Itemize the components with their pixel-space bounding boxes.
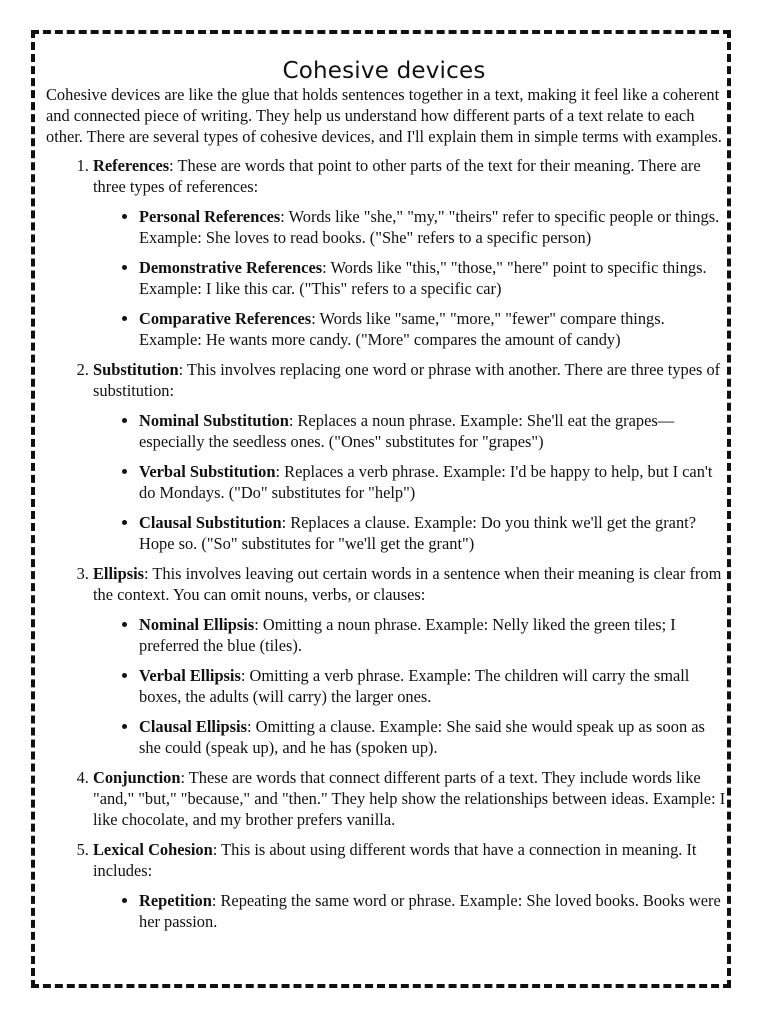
- item-text: : Words like "same," "more," "fewer" compare things. Example: He wants more candy. ("More" compares the amount of candy): [139, 309, 665, 349]
- section-text: : This is about using different words that have a connection in meaning. It includes:: [93, 840, 697, 880]
- section-term: Lexical Cohesion: [93, 840, 213, 859]
- item-term: Repetition: [139, 891, 212, 910]
- section-substitution: [93, 359, 726, 554]
- item-term: Personal References: [139, 207, 281, 226]
- cohesive-device-list: [46, 155, 726, 932]
- list-item: [139, 890, 726, 932]
- item-term: Nominal Substitution: [139, 411, 289, 430]
- item-term: Clausal Ellipsis: [139, 717, 247, 736]
- section-lexical-cohesion: [93, 839, 726, 932]
- item-text: : Omitting a clause. Example: She said she would speak up as soon as she could (speak up), and he has (spoken up).: [139, 717, 705, 757]
- list-item: [139, 308, 726, 350]
- item-term: Demonstrative References: [139, 258, 323, 277]
- item-text: : Replaces a verb phrase. Example: I'd be happy to help, but I can't do Mondays. ("Do" substitutes for "help"): [139, 462, 713, 502]
- section-text: : These are words that connect different parts of a text. They include words like "and," "but," "because," and "then." They help show the relationships between ideas. Example: I like chocolate, and my brother prefers vanilla.: [93, 768, 726, 829]
- section-term: Conjunction: [93, 768, 181, 787]
- document-body: [46, 84, 726, 932]
- item-term: Verbal Substitution: [139, 462, 276, 481]
- section-term: Substitution: [93, 360, 179, 379]
- item-text: : Words like "she," "my," "theirs" refer to specific people or things. Example: She loves to read books. ("She" refers to a specific person): [139, 207, 720, 247]
- section-text: : This involves replacing one word or phrase with another. There are three types of substitution:: [93, 360, 721, 400]
- item-text: : Repeating the same word or phrase. Example: She loved books. Books were her passion.: [139, 891, 721, 931]
- item-term: Comparative References: [139, 309, 312, 328]
- document-title: Cohesive devices: [282, 58, 486, 85]
- item-term: Verbal Ellipsis: [139, 666, 241, 685]
- section-text: : This involves leaving out certain words in a sentence when their meaning is clear from the context. You can omit nouns, verbs, or clauses:: [93, 564, 722, 604]
- list-item: [139, 716, 726, 758]
- list-item: [139, 461, 726, 503]
- section-term: Ellipsis: [93, 564, 145, 583]
- ellipsis-types-list: [93, 614, 726, 758]
- item-term: Nominal Ellipsis: [139, 615, 255, 634]
- item-text: : Omitting a noun phrase. Example: Nelly liked the green tiles; I preferred the blue (tiles).: [139, 615, 676, 655]
- item-text: : Words like "this," "those," "here" point to specific things. Example: I like this car. ("This" refers to a specific car): [139, 258, 707, 298]
- item-term: Clausal Substitution: [139, 513, 282, 532]
- section-references: [93, 155, 726, 350]
- section-term: References: [93, 156, 170, 175]
- list-item: [139, 257, 726, 299]
- item-text: : Replaces a clause. Example: Do you think we'll get the grant? Hope so. ("So" substitutes for "we'll get the grant"): [139, 513, 696, 553]
- intro-paragraph: Cohesive devices are like the glue that holds sentences together in a text, making it feel like a coherent and connected piece of writing. They help us understand how different parts of a text relate to each other. There are several types of cohesive devices, and I'll explain them in simple terms with examples.: [46, 85, 722, 146]
- list-item: [139, 614, 726, 656]
- lexical-cohesion-types-list: [93, 890, 726, 932]
- item-text: : Replaces a noun phrase. Example: She'll eat the grapes—especially the seedless ones. ("Ones" substitutes for "grapes"): [139, 411, 675, 451]
- list-item: [139, 665, 726, 707]
- section-conjunction: [93, 767, 726, 830]
- substitution-types-list: [93, 410, 726, 554]
- list-item: [139, 206, 726, 248]
- section-ellipsis: [93, 563, 726, 758]
- section-text: : These are words that point to other parts of the text for their meaning. There are three types of references:: [93, 156, 701, 196]
- list-item: [139, 512, 726, 554]
- list-item: [139, 410, 726, 452]
- reference-types-list: [93, 206, 726, 350]
- item-text: : Omitting a verb phrase. Example: The children will carry the small boxes, the adults (will carry) the larger ones.: [139, 666, 690, 706]
